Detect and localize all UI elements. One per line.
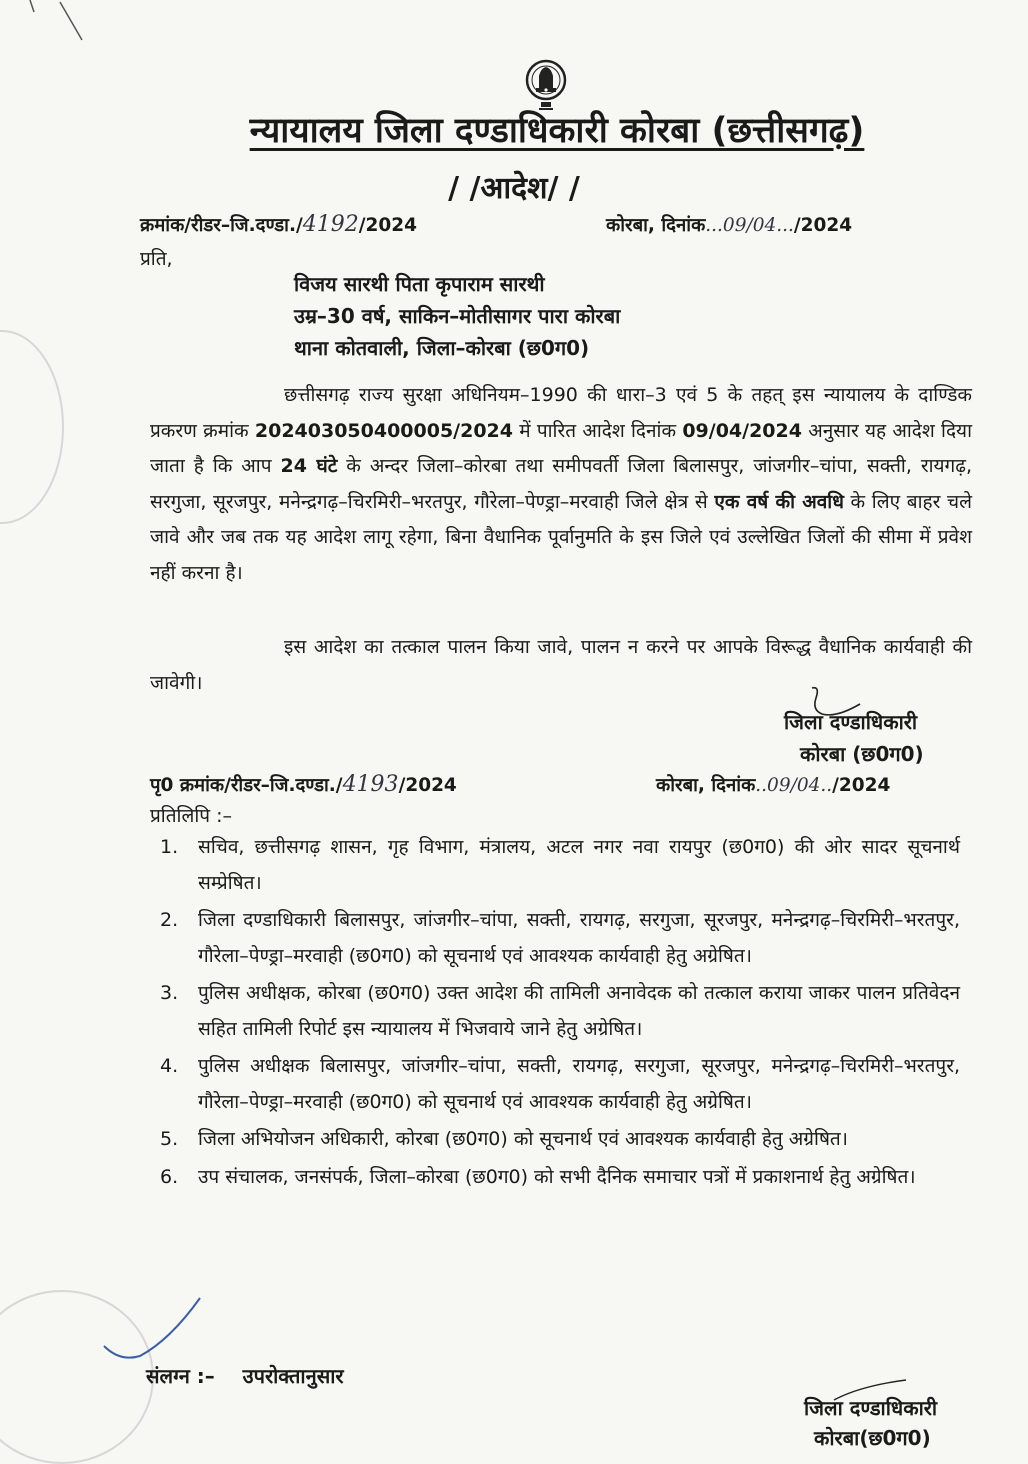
date-handwritten: ...09/04... (705, 215, 794, 236)
addressee-line: थाना कोतवाली, जिला–कोरबा (छ0ग0) (294, 336, 590, 360)
list-text: उप संचालक, जनसंपर्क, जिला–कोरबा (छ0ग0) को सभी दैनिक समाचार पत्रों में प्रकाशनार्थ हेतु अग्रेषित। (198, 1165, 916, 1188)
copy-label: प्रतिलिपि :– (150, 805, 233, 827)
order-text: छत्तीसगढ़ राज्य सुरक्षा अधिनियम–1990 की धारा–3 एवं 5 के तहत् इस न्यायालय के दाण्डिक प्रकरण क्रमांक (150, 384, 972, 442)
list-number: 3. (160, 982, 179, 1004)
order-title: / /आदेश/ / (448, 171, 580, 206)
court-title: न्यायालय जिला दण्डाधिकारी कोरबा (छत्तीसगढ़) (249, 111, 865, 151)
copy-recipients-list (160, 830, 960, 1195)
enclosure-value: उपरोक्तानुसार (242, 1364, 344, 1388)
list-number: 2. (160, 909, 179, 931)
list-number: 6. (160, 1165, 179, 1188)
endorsement-prefix: पृ0 क्रमांक/रीडर–जि.दण्डा./ (150, 775, 343, 796)
signatory-place: कोरबा (छ0ग0) (800, 742, 924, 766)
order-paragraph (150, 378, 972, 591)
signatory-title: जिला दण्डाधिकारी (804, 1396, 938, 1420)
reference-date (606, 212, 852, 237)
order-text: अनुसार यह आदेश दिया जाता है कि आप (150, 419, 973, 477)
addressee-line: विजय सारथी पिता कृपाराम सारथी (294, 272, 545, 296)
case-number: 202403050400005/2024 (254, 419, 513, 442)
endorsement-date (656, 772, 890, 797)
list-text: पुलिस अधीक्षक बिलासपुर, जांजगीर–चांपा, सक्ती, रायगढ़, सरगुजा, सूरजपुर, मनेन्द्रगढ़–चिरमिरी–भरतपुर, गौरेला–पेण्ड्रा–मरवाही (छ0ग0) को सूचनार्थ एवं आवश्यक कार्यवाही हेतु अग्रेषित। (198, 1055, 960, 1113)
list-number: 4. (160, 1055, 179, 1077)
date-prefix: कोरबा, दिनांक (606, 215, 706, 236)
pen-tick-icon (100, 1290, 210, 1370)
list-text: जिला अभियोजन अधिकारी, कोरबा (छ0ग0) को सूचनार्थ एवं आवश्यक कार्यवाही हेतु अग्रेषित। (198, 1128, 848, 1150)
endorsement-date-year: /2024 (832, 775, 891, 796)
list-text: जिला दण्डाधिकारी बिलासपुर, जांजगीर–चांपा, सक्ती, रायगढ़, सरगुजा, सूरजपुर, मनेन्द्रगढ़–चिरमिरी–भरतपुर, गौरेला–पेण्ड्रा–मरवाही (छ0ग0) को सूचनार्थ एवं आवश्यक कार्यवाही हेतु अग्रेषित। (198, 909, 960, 967)
list-item (160, 903, 960, 974)
endorsement-number (150, 772, 457, 797)
list-item (160, 976, 960, 1047)
corner-mark-icon (0, 0, 90, 50)
order-text: के लिए बाहर चले जावे और जब तक यह आदेश लागू रहेगा, बिना वैधानिक पूर्वानुमति के इस जिले एवं उल्लेखित जिलों की सीमा में प्रवेश नहीं करना है। (150, 490, 972, 584)
list-text: पुलिस अधीक्षक, कोरबा (छ0ग0) उक्त आदेश की तामिली अनावेदक को तत्काल कराया जाकर पालन प्रतिवेदन सहित तामिली रिपोर्ट इस न्यायालय में भिजवाये जाने हेतु अग्रेषित। (198, 982, 960, 1040)
list-number: 1. (160, 836, 179, 858)
deadline-hours: 24 घंटे (280, 455, 338, 477)
endorsement-date-handwritten: ..09/04.. (755, 775, 833, 796)
reference-year: /2024 (358, 215, 417, 236)
reference-number (140, 212, 417, 237)
addressee-line: उम्र–30 वर्ष, साकिन–मोतीसागर पारा कोरबा (294, 304, 621, 328)
signatory-place: कोरबा(छ0ग0) (814, 1426, 931, 1450)
list-item (160, 1049, 960, 1120)
endorsement-handwritten-number: 4193 (342, 772, 399, 797)
reference-handwritten-number: 4192 (302, 212, 359, 237)
date-year: /2024 (793, 215, 853, 236)
list-text: सचिव, छत्तीसगढ़ शासन, गृह विभाग, मंत्रालय, अटल नगर नवा रायपुर (छ0ग0) की ओर सादर सूचनार्थ सम्प्रेषित। (198, 836, 960, 894)
endorsement-year: /2024 (398, 775, 457, 796)
order-text: के अन्दर जिला–कोरबा तथा समीपवर्ती जिला बिलासपुर, जांजगीर–चांपा, सक्ती, रायगढ़, सरगुजा, सूरजपुर, मनेन्द्रगढ़–चिरमिरी–भरतपुर, गौरेला–पेण्ड्रा–मरवाही जिले क्षेत्र से (150, 455, 972, 513)
endorsement-date-prefix: कोरबा, दिनांक (656, 775, 756, 796)
signatory-title: जिला दण्डाधिकारी (784, 710, 918, 734)
list-number: 5. (160, 1128, 179, 1150)
list-item (160, 830, 960, 901)
order-date: 09/04/2024 (682, 419, 802, 442)
reference-prefix: क्रमांक/रीडर–जि.दण्डा./ (140, 215, 303, 236)
list-item (160, 1122, 960, 1158)
list-item (160, 1160, 960, 1196)
enclosure-label: संलग्न :– (146, 1364, 215, 1388)
order-text: में पारित आदेश दिनांक (513, 419, 683, 442)
faint-seal-left (0, 330, 64, 524)
compliance-paragraph: इस आदेश का तत्काल पालन किया जावे, पालन न करने पर आपके विरूद्ध वैधानिक कार्यवाही की जावेगी। (150, 636, 972, 694)
enclosure (146, 1362, 344, 1389)
exile-duration: एक वर्ष की अवधि (714, 490, 844, 513)
to-label: प्रति, (140, 248, 173, 270)
